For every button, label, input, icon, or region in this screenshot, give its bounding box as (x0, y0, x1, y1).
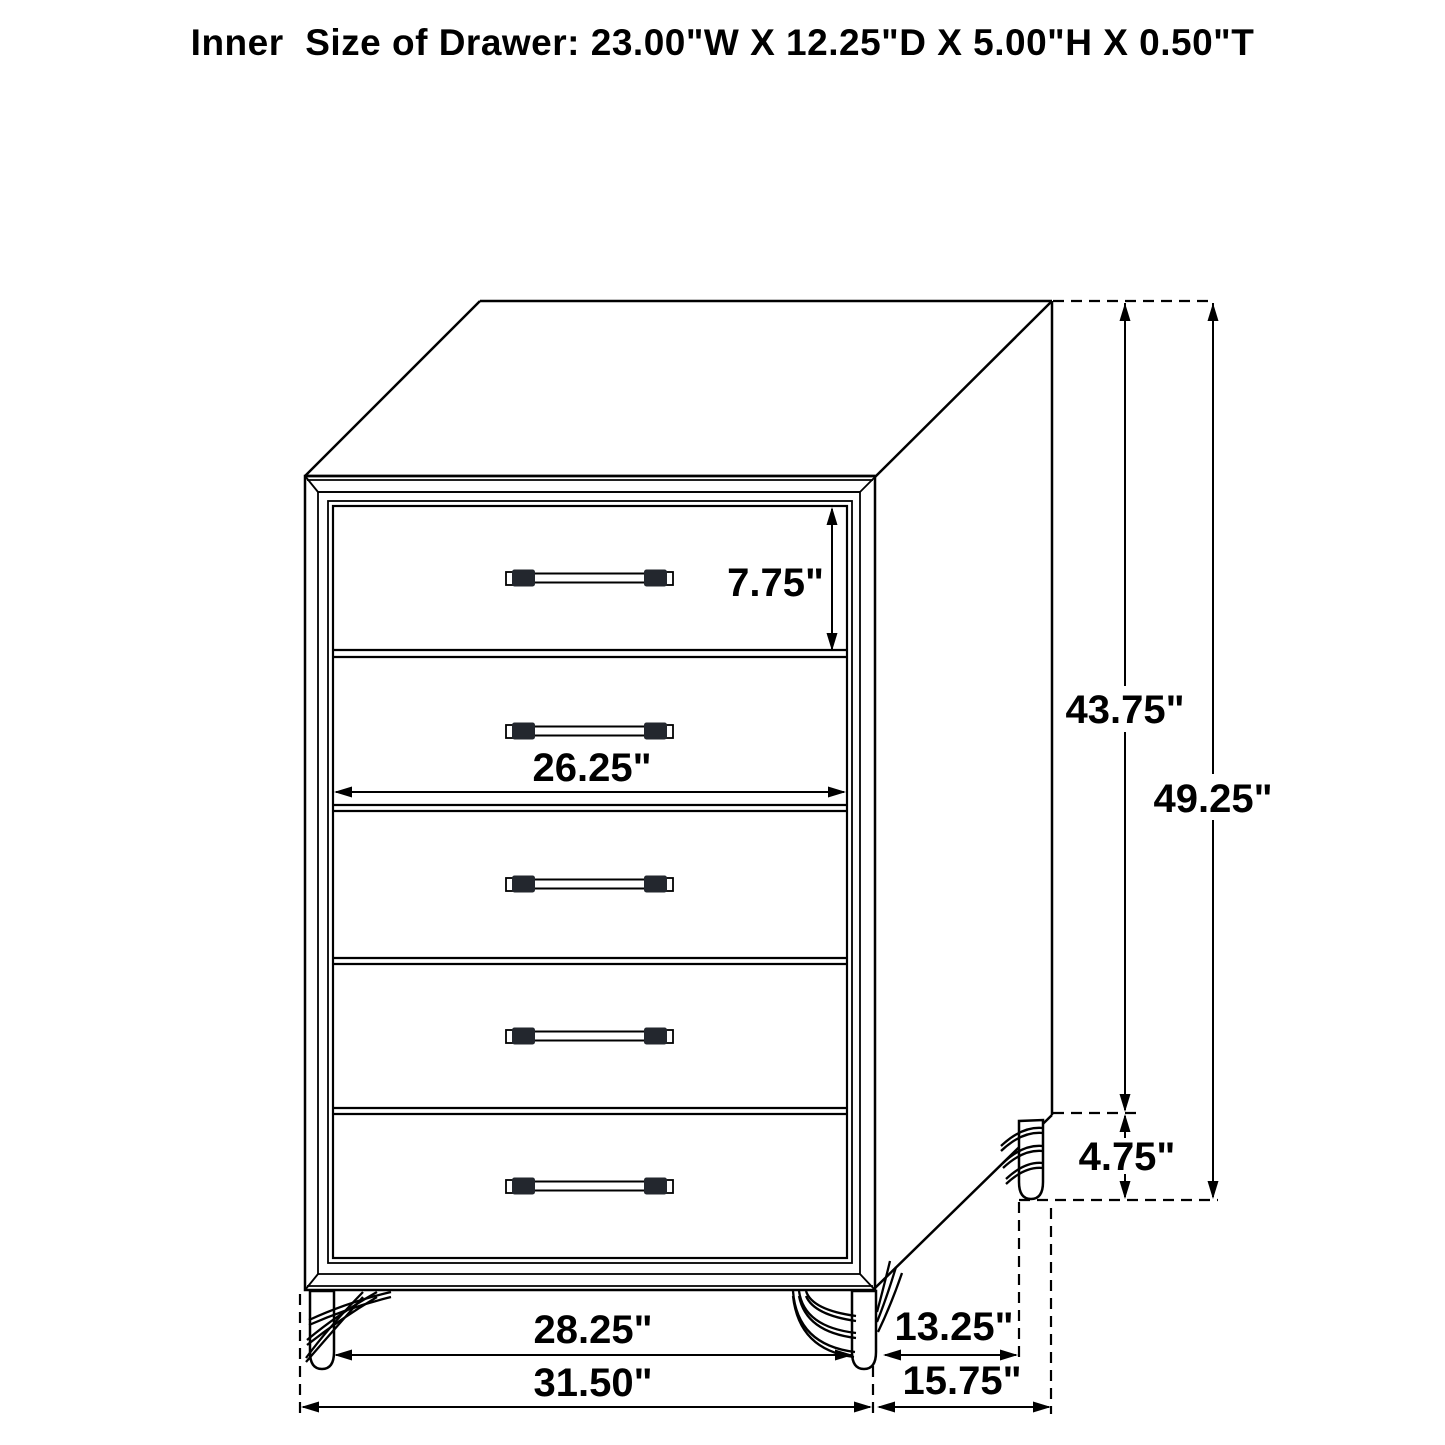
front-right-leg-wires (793, 1261, 902, 1357)
dimension-side-leg-spacing (883, 1305, 1018, 1361)
dimension-drawer-height (727, 507, 837, 651)
overall-width-label: 31.50" (533, 1361, 653, 1405)
dimension-overall-depth (877, 1359, 1051, 1413)
drawer-3 (506, 876, 673, 893)
drawer-handle (506, 876, 673, 893)
drawer-handle (506, 1178, 673, 1195)
dimension-opening-width (334, 746, 846, 798)
front-leg-spacing-label: 28.25" (533, 1308, 653, 1352)
drawer-1 (506, 570, 673, 587)
drawer-4 (506, 1028, 673, 1045)
drawer-5 (506, 1178, 673, 1195)
drawer-handle (506, 1028, 673, 1045)
drawer-handle (506, 570, 673, 587)
chest-top-face (305, 301, 1052, 492)
drawer-separators (333, 650, 847, 1114)
back-right-leg (1001, 1120, 1043, 1199)
side-leg-spacing-label: 13.25" (894, 1305, 1014, 1349)
dimension-front-leg-spacing (334, 1308, 853, 1361)
diagram-title: Inner Size of Drawer: 23.00"W X 12.25"D X 5.00"H X 0.50"T (190, 22, 1255, 63)
leg-height-label: 4.75" (1078, 1135, 1176, 1179)
overall-height-label: 49.25" (1153, 777, 1273, 821)
overall-depth-label: 15.75" (902, 1359, 1022, 1403)
drawer-2 (506, 723, 673, 740)
extension-lines (300, 301, 1218, 1418)
dimension-leg-height (1079, 1114, 1176, 1199)
drawer-handle (506, 723, 673, 740)
front-right-leg (793, 1261, 902, 1369)
body-height-label: 43.75" (1065, 688, 1185, 732)
dimension-body-height (1065, 303, 1184, 1112)
drawer-height-label: 7.75" (727, 561, 824, 605)
dimension-overall-width (301, 1361, 872, 1413)
opening-width-label: 26.25" (532, 746, 652, 790)
dimension-overall-height (1153, 303, 1272, 1199)
